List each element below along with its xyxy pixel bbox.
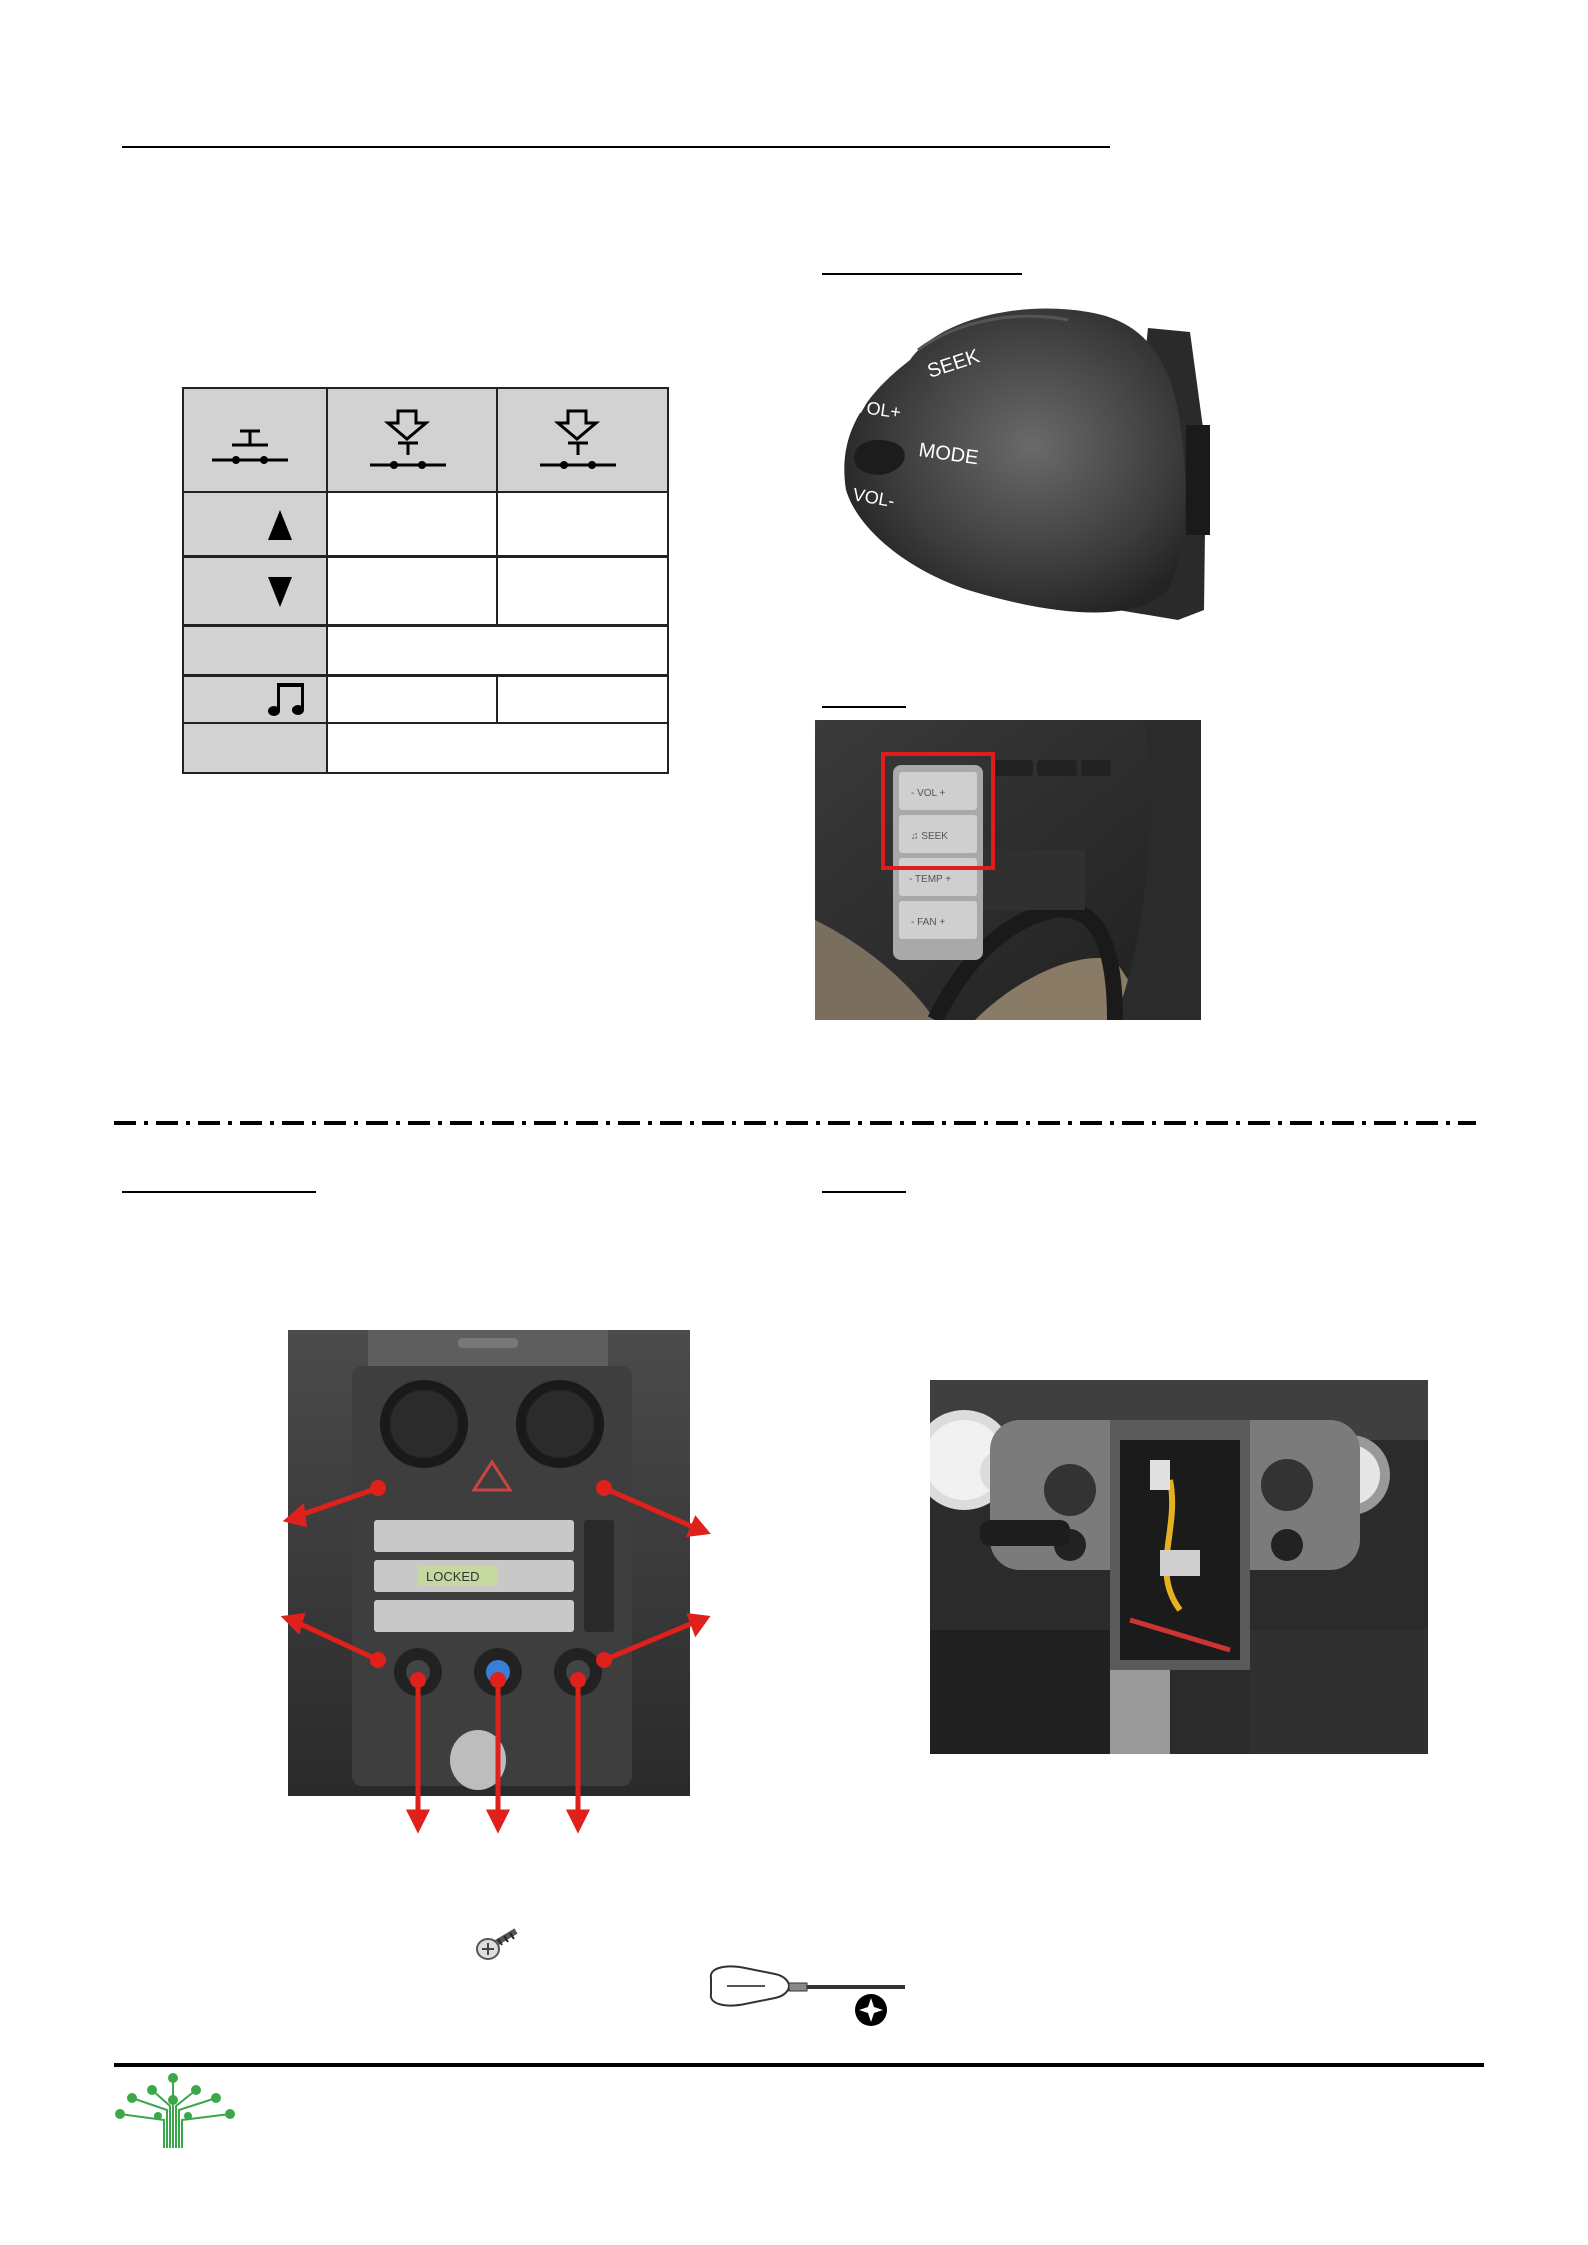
section-divider — [114, 1121, 1476, 1125]
section-rule-bottom-left — [122, 1191, 316, 1193]
press-short-icon — [368, 409, 448, 473]
dashboard-panel-photo — [268, 1320, 730, 1840]
section-rule-bottom-right — [822, 1191, 906, 1193]
temp-button-label: - TEMP + — [909, 874, 952, 885]
steering-control-table — [182, 387, 669, 774]
vol-plus-label: VOL+ — [853, 396, 903, 423]
mode-label: MODE — [917, 439, 980, 470]
steering-control-photo — [818, 290, 1210, 620]
radio-display-text: LOCKED — [426, 1569, 480, 1584]
press-hold-icon — [538, 409, 618, 473]
down-arrow-icon — [266, 575, 294, 609]
seek-label: SEEK — [924, 345, 983, 383]
footer-rule — [114, 2063, 1484, 2067]
screw-icon — [472, 1925, 520, 1965]
vol-minus-label: VOL- — [851, 484, 897, 512]
section-rule-top-right — [822, 273, 1022, 275]
switch-open-icon — [210, 429, 290, 469]
top-rule — [122, 146, 1110, 148]
vol-button-label: - VOL + — [911, 788, 946, 799]
steering-wheel-buttons-photo — [815, 720, 1201, 1020]
up-arrow-icon — [266, 508, 294, 542]
screwdriver-icon — [705, 1960, 915, 2028]
fan-button-label: - FAN + — [911, 917, 946, 928]
company-logo — [112, 2070, 238, 2150]
dashboard-opened-photo — [930, 1380, 1428, 1754]
seek-button-label: ♫ SEEK — [911, 831, 948, 842]
section-rule-mid-right — [822, 706, 906, 708]
row-label-cell — [182, 491, 326, 774]
music-note-icon — [268, 680, 308, 718]
